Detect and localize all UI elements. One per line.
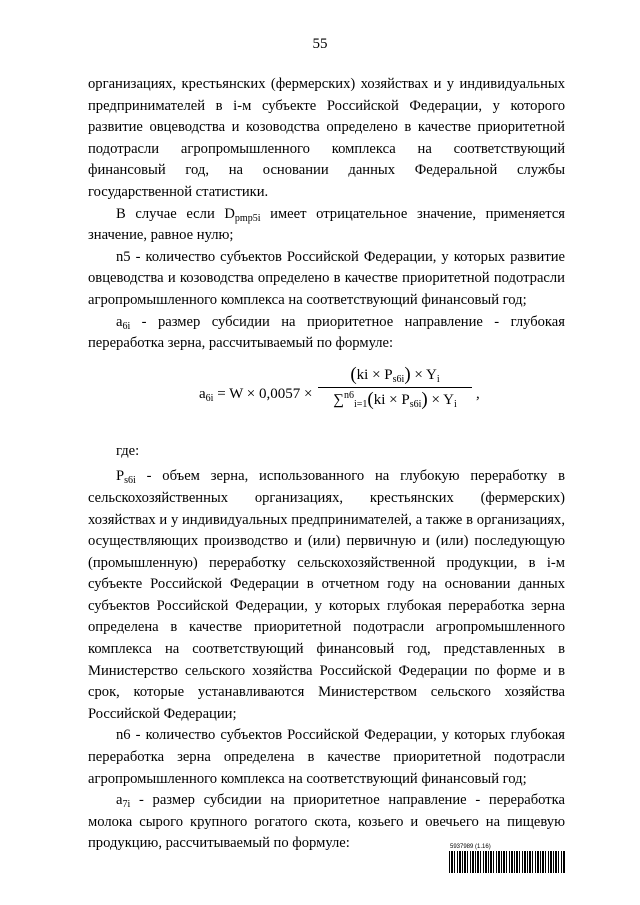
paragraph-a7i <box>88 790 565 855</box>
subscript: i <box>436 373 440 385</box>
paren: ) <box>404 363 411 385</box>
subscript: i <box>453 399 457 411</box>
subscript: i=1 <box>353 399 368 411</box>
paragraph-n6: n6 - количество субъектов Российской Федерации, у которых глубокая переработка зерна определена в качестве приоритетной подотрасли агропромышленного комплекса на соответствующий финансовый год; <box>88 727 565 787</box>
document-body <box>88 74 565 855</box>
text: имеет отрицательное значение, применяется значение, равное нулю; <box>88 205 566 244</box>
text: ki × P <box>373 392 410 409</box>
sum-sign: ∑ <box>333 392 344 409</box>
formula-denominator <box>318 388 472 412</box>
formula-a6i <box>88 359 565 429</box>
where-label: где: <box>116 442 140 459</box>
variable: a <box>116 792 123 809</box>
document-serial: 5937989 (1.16) <box>450 844 491 850</box>
subscript: s6i <box>409 399 422 411</box>
text: × Y <box>427 392 454 409</box>
text: - размер субсидии на приоритетное направление - переработка молока сырого крупного рогатого скота, козьего и овечьего на пищевую продукцию, рассчитываемый по формуле: <box>88 792 565 852</box>
formula-lhs <box>199 384 312 406</box>
text: - размер субсидии на приоритетное направление - глубокая переработка зерна, рассчитываемый по формуле: <box>88 313 565 352</box>
paragraph-n5: n5 - количество субъектов Российской Федерации, у которых развитие овцеводства и козоводства определено в качестве приоритетной подотрасли агропромышленного комплекса на соответствующий финансовый год; <box>88 248 565 308</box>
text: ki × P <box>356 366 393 383</box>
formula-comma: , <box>476 385 480 402</box>
subscript: s6i <box>392 373 405 385</box>
variable: a <box>116 313 123 330</box>
page-number: 55 <box>312 36 328 52</box>
paragraph-negative-value <box>88 204 565 247</box>
paren: ( <box>367 389 374 411</box>
paragraph-continuation: организациях, крестьянских (фермерских) хозяйствах и у индивидуальных предпринимателей в i-м субъекте Российской Федерации, у которого развитие овцеводства и козоводства определено в качестве приоритетной подотрасли агропромышленного комплекса на соответствующий финансовый год, на основании данных Федеральной службы государственной статистики. <box>88 76 565 200</box>
text: - объем зерна, использованного на глубокую переработку в сельскохозяйственных организациях, крестьянских (фермерских) хозяйствах и у индивидуальных предпринимателей, а также в организациях, осуществляющих производство и (или) первичную и (или) последующую (промышленную) переработку сельскохозяйственной продукции, в i-м субъекте Российской Федерации в отчетном году на основании данных субъектов Российской Федерации, у которых глубокая переработка зерна определена в качестве приоритетной подотрасли агропромышленного комплекса на соответствующий финансовый год, представленных в Министерство сельского хозяйства Российской Федерации по форме и в срок, которые устанавливаются Министерством сельского хозяйства Российской Федерации; <box>88 468 565 722</box>
formula-sub: 6i <box>205 392 214 404</box>
text: В случае если D <box>116 205 235 222</box>
subscript: s6i <box>124 475 136 487</box>
formula-coefficient: = W × 0,0057 × <box>213 385 313 402</box>
paragraph-ps6i <box>88 466 565 725</box>
formula-fraction <box>318 364 472 412</box>
paragraph-a6i <box>88 312 565 355</box>
text: × Y <box>410 366 437 383</box>
superscript: n6 <box>343 390 354 402</box>
subscript: pmp5i <box>234 212 261 224</box>
subscript: 7i <box>122 799 131 811</box>
barcode <box>449 851 566 873</box>
variable: P <box>116 468 125 485</box>
paren: ( <box>350 363 357 385</box>
paren: ) <box>421 389 428 411</box>
formula-var: a <box>199 385 206 402</box>
formula-numerator <box>318 364 472 388</box>
subscript: 6i <box>122 320 131 332</box>
